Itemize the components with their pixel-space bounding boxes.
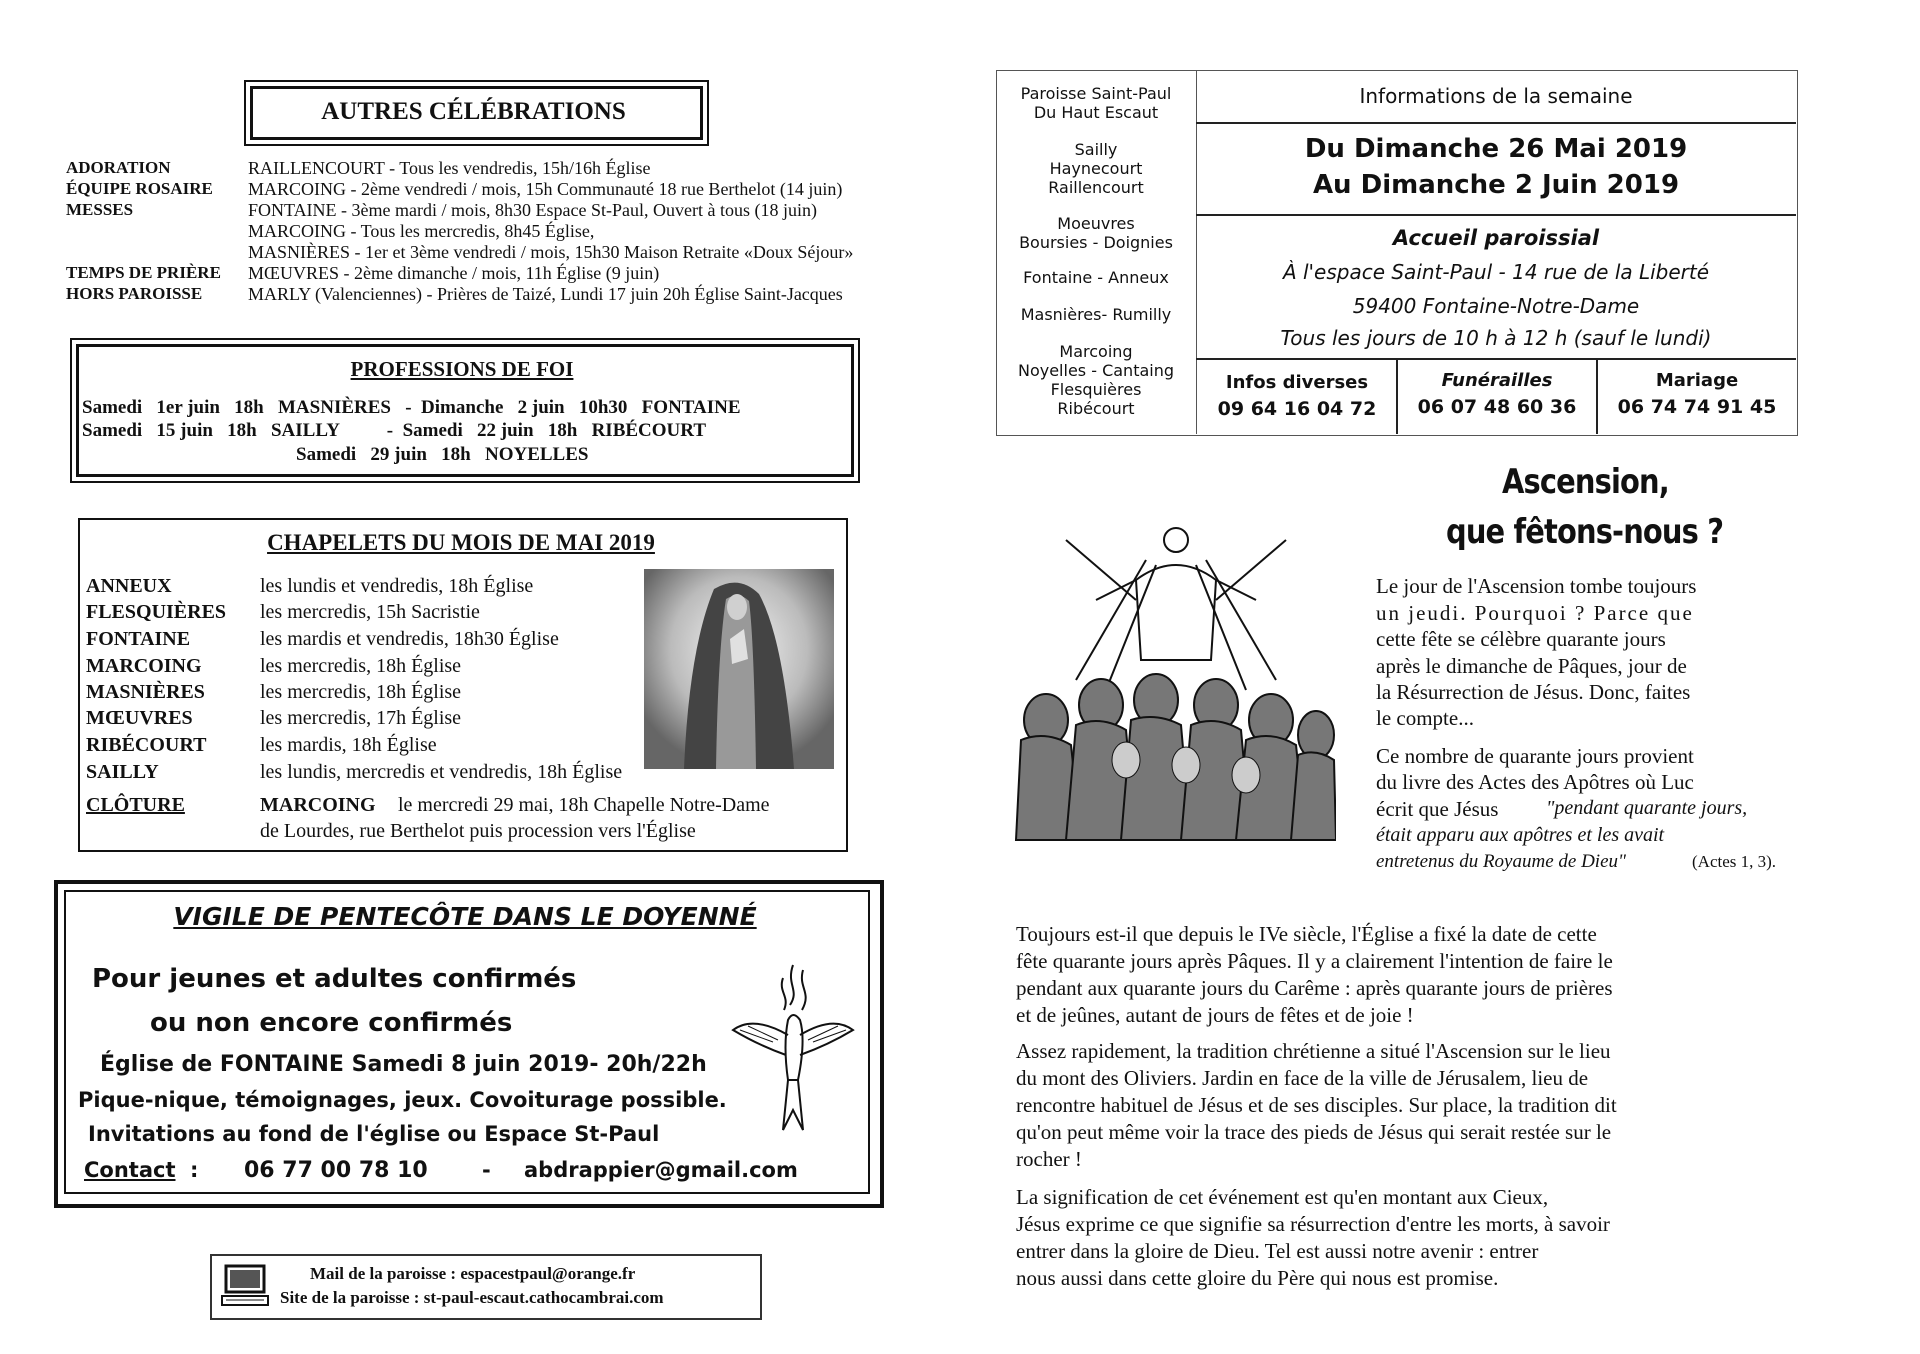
cloture-line: le mercredi 29 mai, 18h Chapelle Notre-Dame — [398, 794, 770, 816]
accueil-address: 59400 Fontaine-Notre-Dame — [1352, 294, 1640, 318]
village: Boursies - Doignies — [1019, 233, 1173, 252]
ascension-p3-line: et de jeûnes, autant de jours de fêtes et de joie ! — [1016, 1003, 1414, 1027]
virgin-mary-image — [644, 569, 834, 769]
ascension-p3-line: fête quarante jours après Pâques. Il y a clairement l'intention de faire le — [1016, 949, 1613, 973]
header-hline — [1196, 214, 1796, 216]
vigile-contact-sep: : — [190, 1158, 199, 1182]
ascension-p2-line: écrit que Jésus — [1376, 797, 1499, 821]
chapelet-place: MASNIÈRES — [86, 681, 205, 703]
ascension-p4-line: rocher ! — [1016, 1147, 1082, 1171]
header-hline — [1196, 358, 1796, 360]
village: Moeuvres — [1057, 214, 1135, 233]
parish-name: Du Haut Escaut — [1033, 103, 1159, 122]
cloture-label: CLÔTURE — [86, 794, 185, 816]
vigile-line: Pique-nique, témoignages, jeux. Covoiturage possible. — [78, 1088, 727, 1112]
accueil-hours: Tous les jours de 10 h à 12 h (sauf le lundi) — [1280, 326, 1712, 350]
autres-celebrations-title: AUTRES CÉLÉBRATIONS — [321, 98, 626, 125]
accueil-title: Accueil paroissial — [1392, 226, 1600, 250]
ascension-title: Ascension, — [1502, 462, 1669, 502]
cloture-line: de Lourdes, rue Berthelot puis procession vers l'Église — [260, 820, 696, 842]
ascension-p1-line: le compte... — [1376, 706, 1474, 730]
ascension-p2-line: Ce nombre de quarante jours provient — [1376, 744, 1694, 768]
vigile-email: abdrappier@gmail.com — [524, 1158, 798, 1182]
autres-text: MASNIÈRES - 1er et 3ème vendredi / mois, 15h30 Maison Retraite «Doux Séjour» — [248, 242, 854, 262]
chapelet-text: les mercredis, 15h Sacristie — [260, 601, 480, 623]
ascension-p2-line: du livre des Actes des Apôtres où Luc — [1376, 770, 1694, 794]
vigile-contact-label: Contact — [84, 1158, 176, 1182]
chapelet-text: les lundis, mercredis et vendredis, 18h Église — [260, 761, 623, 783]
date-from: Du Dimanche 26 Mai 2019 — [1304, 134, 1688, 164]
chapelet-place: MŒUVRES — [86, 707, 193, 729]
header-divider — [1196, 70, 1197, 434]
vigile-line: Invitations au fond de l'église ou Espace St-Paul — [88, 1122, 660, 1146]
contact-phone: 06 74 74 91 45 — [1617, 396, 1777, 418]
ascension-p5-line: nous aussi dans cette gloire du Père qui nous est promise. — [1016, 1266, 1499, 1290]
vigile-dash: - — [482, 1158, 491, 1182]
autres-text: MŒUVRES - 2ème dimanche / mois, 11h Église (9 juin) — [248, 263, 660, 283]
ascension-p1-line: la Résurrection de Jésus. Donc, faites — [1376, 680, 1691, 704]
chapelet-text: les mardis et vendredis, 18h30 Église — [260, 628, 559, 650]
vigile-line: ou non encore confirmés — [150, 1008, 513, 1038]
ascension-p3-line: pendant aux quarante jours du Carême : après quarante jours de prières — [1016, 976, 1613, 1000]
chapelet-text: les mercredis, 18h Église — [260, 681, 462, 703]
village: Sailly — [1074, 140, 1118, 159]
chapelet-place: FONTAINE — [86, 628, 191, 650]
autres-text: MARCOING - Tous les mercredis, 8h45 Église, — [248, 221, 595, 241]
ascension-p1-line: Le jour de l'Ascension tombe toujours — [1376, 574, 1697, 598]
contact-phone: 09 64 16 04 72 — [1217, 398, 1377, 420]
vigile-phone: 06 77 00 78 10 — [244, 1158, 428, 1183]
contact-label: Funérailles — [1441, 370, 1553, 391]
vigile-line: Pour jeunes et adultes confirmés — [92, 964, 577, 994]
chapelet-place: SAILLY — [86, 761, 159, 783]
header-hline — [1196, 122, 1796, 124]
contact-phone: 06 07 48 60 36 — [1417, 396, 1577, 418]
professions-line: Samedi 15 juin 18h SAILLY - Samedi 22 juin 18h RIBÉCOURT — [82, 420, 706, 441]
ascension-p1-line: un jeudi. Pourquoi ? Parce que — [1376, 601, 1694, 625]
autres-label: ADORATION — [66, 158, 171, 177]
holy-spirit-dove-icon — [728, 960, 858, 1140]
village: Masnières- Rumilly — [1020, 305, 1172, 324]
ascension-p1-line: après le dimanche de Pâques, jour de — [1376, 654, 1687, 678]
date-to: Au Dimanche 2 Juin 2019 — [1312, 170, 1680, 200]
ascension-quote: entretenus du Royaume de Dieu" — [1376, 851, 1626, 872]
autres-text: RAILLENCOURT - Tous les vendredis, 15h/16h Église — [248, 158, 651, 178]
ascension-ref: (Actes 1, 3). — [1692, 852, 1777, 871]
autres-label: TEMPS DE PRIÈRE — [66, 263, 221, 282]
cloture-place: MARCOING — [260, 794, 376, 816]
chapelets-title: CHAPELETS DU MOIS DE MAI 2019 — [267, 530, 655, 555]
chapelet-text: les mercredis, 17h Église — [260, 707, 462, 729]
chapelet-text: les mercredis, 18h Église — [260, 655, 462, 677]
vigile-line: Église de FONTAINE Samedi 8 juin 2019- 20h/22h — [100, 1052, 707, 1077]
autres-label: HORS PAROISSE — [66, 284, 203, 303]
ascension-p3-line: Toujours est-il que depuis le IVe siècle, l'Église a fixé la date de cette — [1016, 922, 1597, 946]
professions-line: Samedi 1er juin 18h MASNIÈRES - Dimanche 2 juin 10h30 FONTAINE — [82, 397, 741, 418]
contact-label: Infos diverses — [1225, 372, 1369, 393]
accueil-address: À l'espace Saint-Paul - 14 rue de la Liberté — [1282, 260, 1710, 284]
ascension-p5-line: Jésus exprime ce que signifie sa résurrection d'entre les morts, à savoir — [1016, 1212, 1610, 1236]
ascension-p1-line: cette fête se célèbre quarante jours — [1376, 627, 1666, 651]
vigile-title: VIGILE DE PENTECÔTE DANS LE DOYENNÉ — [173, 902, 757, 931]
ascension-quote: "pendant quarante jours, — [1546, 797, 1748, 819]
village: Fontaine - Anneux — [1023, 268, 1169, 287]
autres-text: FONTAINE - 3ème mardi / mois, 8h30 Espace St-Paul, Ouvert à tous (18 juin) — [248, 200, 817, 220]
village: Raillencourt — [1048, 178, 1144, 197]
autres-text: MARLY (Valenciennes) - Prières de Taizé, Lundi 17 juin 20h Église Saint-Jacques — [248, 284, 843, 304]
village: Haynecourt — [1049, 159, 1143, 178]
professions-title: PROFESSIONS DE FOI — [350, 357, 574, 381]
ascension-quote: était apparu aux apôtres et les avait — [1376, 824, 1665, 846]
village: Marcoing — [1059, 342, 1133, 361]
computer-icon — [220, 1264, 270, 1308]
ascension-illustration — [1006, 520, 1336, 850]
chapelet-place: RIBÉCOURT — [86, 734, 207, 756]
professions-line: Samedi 29 juin 18h NOYELLES — [296, 444, 589, 465]
info-title: Informations de la semaine — [1359, 84, 1633, 108]
chapelet-place: FLESQUIÈRES — [86, 601, 227, 623]
ascension-p4-line: qu'on peut même voir la trace des pieds de Jésus qui serait restée sur le — [1016, 1120, 1612, 1144]
ascension-p5-line: entrer dans la gloire de Dieu. Tel est aussi notre avenir : entrer — [1016, 1239, 1539, 1263]
ascension-p4-line: du mont des Oliviers. Jardin en face de la ville de Jérusalem, lieu de — [1016, 1066, 1589, 1090]
ascension-p4-line: rencontre habituel de Jésus et de ses disciples. Sur place, la tradition dit — [1016, 1093, 1617, 1117]
mail-line: Mail de la paroisse : espacestpaul@orange.fr — [310, 1264, 636, 1283]
parish-name: Paroisse Saint-Paul — [1020, 84, 1172, 103]
chapelet-text: les mardis, 18h Église — [260, 734, 437, 756]
chapelet-place: MARCOING — [86, 655, 202, 677]
village: Noyelles - Cantaing — [1017, 361, 1175, 380]
chapelet-text: les lundis et vendredis, 18h Église — [260, 575, 534, 597]
ascension-title: que fêtons-nous ? — [1446, 512, 1724, 552]
ascension-p5-line: La signification de cet événement est qu'en montant aux Cieux, — [1016, 1185, 1549, 1209]
autres-label: ÉQUIPE ROSAIRE — [66, 179, 213, 198]
ascension-p4-line: Assez rapidement, la tradition chrétienne a situé l'Ascension sur le lieu — [1016, 1039, 1611, 1063]
site-line: Site de la paroisse : st-paul-escaut.cathocambrai.com — [280, 1288, 664, 1307]
autres-label: MESSES — [66, 200, 134, 219]
village: Flesquières — [1050, 380, 1142, 399]
chapelet-place: ANNEUX — [86, 575, 172, 597]
autres-text: MARCOING - 2ème vendredi / mois, 15h Communauté 18 rue Berthelot (14 juin) — [248, 179, 843, 199]
village: Ribécourt — [1057, 399, 1135, 418]
contact-label: Mariage — [1655, 370, 1739, 391]
